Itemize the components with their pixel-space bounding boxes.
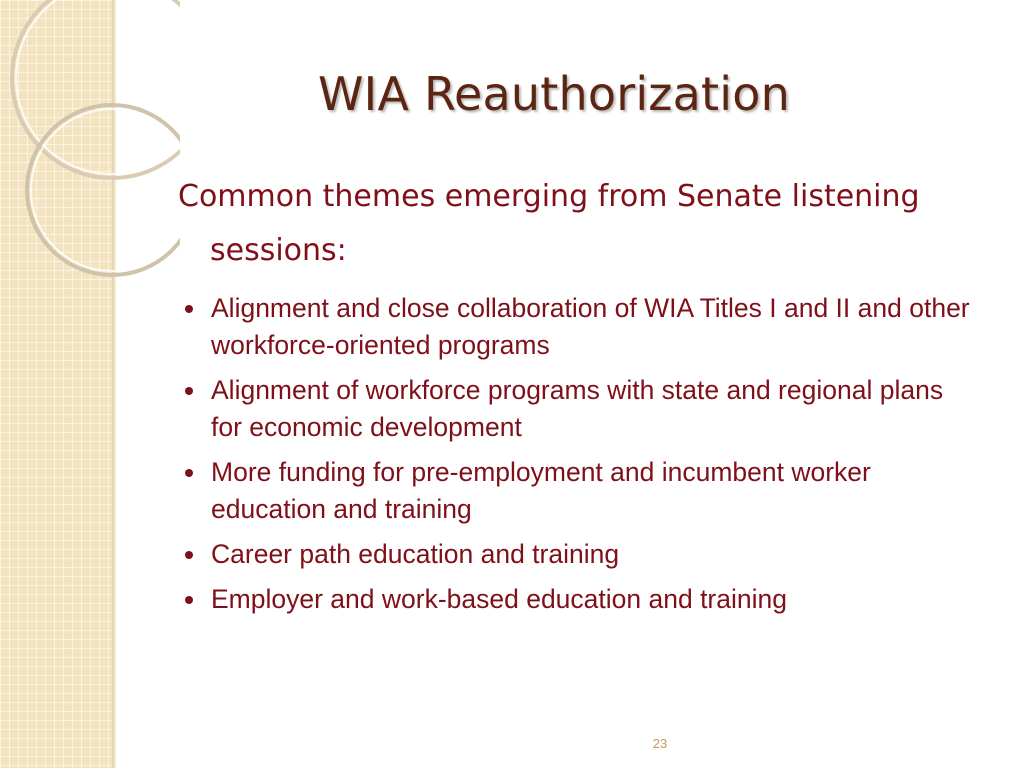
bullet-dot-icon (185, 387, 193, 395)
bullet-dot-icon (185, 596, 193, 604)
slide-title: WIA Reauthorization (318, 67, 790, 121)
page-number: 23 (652, 736, 668, 751)
bullet-list (178, 290, 978, 618)
bullet-item (178, 581, 978, 618)
bullet-item (178, 454, 978, 528)
bullet-item (178, 536, 978, 573)
decorative-circle-small-highlight (31, 109, 180, 271)
bullet-text: Alignment and close collaboration of WIA Titles I and II and other workforce-oriented programs (211, 293, 970, 360)
decorative-circle-small (27, 105, 180, 275)
decorative-circles (0, 0, 180, 290)
bullet-dot-icon (185, 551, 193, 559)
bullet-text: Employer and work-based education and training (211, 584, 787, 614)
bullet-item (178, 290, 978, 364)
bullet-item (178, 372, 978, 446)
intro-text: Common themes emerging from Senate listening sessions: (178, 179, 920, 268)
bullet-text: More funding for pre-employment and incumbent worker education and training (211, 457, 871, 524)
bullet-text: Career path education and training (211, 539, 620, 569)
bullet-dot-icon (185, 469, 193, 477)
bullet-text: Alignment of workforce programs with state and regional plans for economic development (211, 375, 944, 442)
bullet-dot-icon (185, 305, 193, 313)
slide-content (178, 170, 978, 626)
